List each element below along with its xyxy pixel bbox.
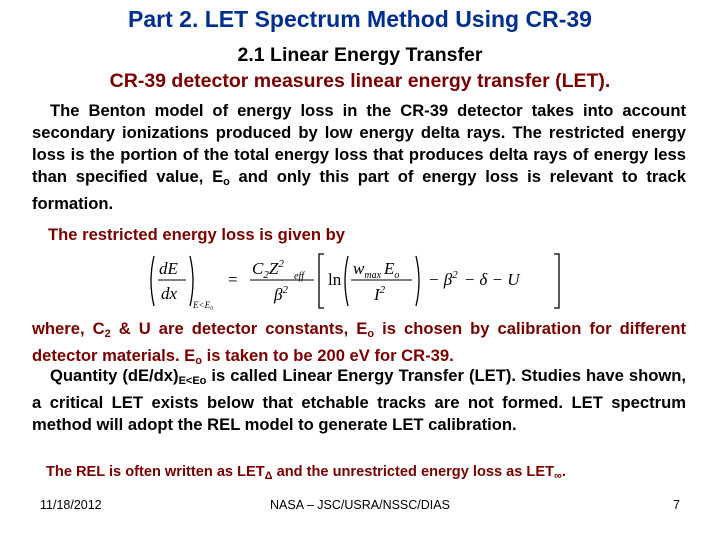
coef-z: Z bbox=[268, 259, 279, 278]
paragraph-benton-model bbox=[32, 100, 686, 215]
w-max: w bbox=[353, 259, 365, 278]
i-den: I bbox=[374, 285, 380, 304]
footer-organization: NASA – JSC/USRA/NSSC/DIAS bbox=[270, 498, 450, 512]
coef-beta-sup: 2 bbox=[282, 284, 288, 296]
ln-close-paren bbox=[416, 256, 419, 306]
e-o-sub: o bbox=[394, 270, 400, 281]
minus-delta-u: − δ − U bbox=[463, 270, 520, 289]
para5-b: and the unrestricted energy loss as LET bbox=[272, 464, 554, 480]
para5-a: The REL is often written as LET bbox=[46, 464, 265, 480]
paragraph-detector-constants bbox=[32, 318, 686, 372]
equals-sign: = bbox=[228, 270, 238, 289]
para1-text: The Benton model of energy loss in the CR-39 detector takes into account secondary ionizations produced by low energy delta rays. The restricted energy loss is the portion of the total energy loss that produces delta rays of energy less than specified value, E bbox=[32, 101, 686, 186]
para3-c-sub: o bbox=[195, 355, 202, 367]
svg-text:C2Z2 bbox=[252, 258, 284, 281]
para4-b: is called Linear Energy Transfer (LET). Studies have shown, a critical LET exists below that etchable tracks are not formed. LET spectrum method will adopt the REL model to generate LET calibration. bbox=[32, 366, 686, 434]
para5-a-sub: Δ bbox=[264, 470, 273, 482]
w-max-sub: max bbox=[364, 270, 382, 281]
i-den-sup: 2 bbox=[379, 284, 386, 296]
para1-sub: o bbox=[223, 176, 230, 188]
ln-label: ln bbox=[328, 270, 342, 289]
para3-d: is taken to be 200 eV for CR-39. bbox=[201, 346, 454, 365]
ln-open-paren bbox=[345, 256, 348, 306]
para3-b-sub: o bbox=[367, 328, 375, 340]
lhs-open-paren bbox=[151, 256, 154, 306]
para4-a-sub: E<Eo bbox=[178, 375, 207, 387]
restricted-energy-loss-equation bbox=[146, 252, 566, 310]
headline: CR-39 detector measures linear energy transfer (LET). bbox=[109, 70, 611, 92]
coef-c: C bbox=[252, 259, 264, 278]
para3-b: & U are detector constants, E bbox=[110, 319, 368, 338]
coef-c-sub: 2 bbox=[263, 269, 269, 281]
minus-beta-sup: 2 bbox=[452, 269, 458, 281]
para3-a-sub: 2 bbox=[104, 328, 111, 340]
footer-date: 11/18/2012 bbox=[40, 498, 102, 512]
e-o: E bbox=[384, 259, 395, 278]
minus-beta: − β bbox=[428, 270, 453, 289]
lhs-denominator: dx bbox=[161, 284, 178, 303]
paragraph-let-definition bbox=[32, 365, 686, 436]
lhs-close-paren bbox=[190, 256, 193, 306]
para3-a: where, C bbox=[32, 319, 105, 338]
para5-c: . bbox=[561, 464, 566, 480]
svg-text:β2 bbox=[273, 284, 288, 304]
paragraph-restricted-loss: The restricted energy loss is given by bbox=[48, 225, 345, 244]
coef-beta: β bbox=[274, 285, 283, 304]
lhs-subscript: E<E₀ bbox=[193, 300, 214, 310]
svg-text:I2 bbox=[373, 284, 386, 304]
section-subtitle: 2.1 Linear Energy Transfer bbox=[237, 44, 483, 66]
svg-text:− β2− δ − U bbox=[428, 269, 521, 289]
coef-z-sup: 2 bbox=[278, 258, 284, 270]
lhs-numerator: dE bbox=[159, 259, 178, 278]
para4-a: Quantity (dE/dx) bbox=[50, 366, 179, 385]
slide-title: Part 2. LET Spectrum Method Using CR-39 bbox=[128, 6, 592, 32]
svg-text:wmaxEo bbox=[353, 259, 399, 281]
close-bracket bbox=[554, 254, 559, 308]
footer-page-number: 7 bbox=[673, 498, 680, 512]
para3-c: is chosen by calibration for different detector materials. E bbox=[32, 319, 686, 365]
open-bracket bbox=[319, 254, 324, 308]
coef-z-sub: eff bbox=[294, 271, 304, 282]
paragraph-rel-notation bbox=[46, 461, 706, 487]
para5-b-sub: ∞ bbox=[554, 470, 562, 482]
para1-tail: and only this part of energy loss is relevant to track formation. bbox=[32, 167, 686, 213]
